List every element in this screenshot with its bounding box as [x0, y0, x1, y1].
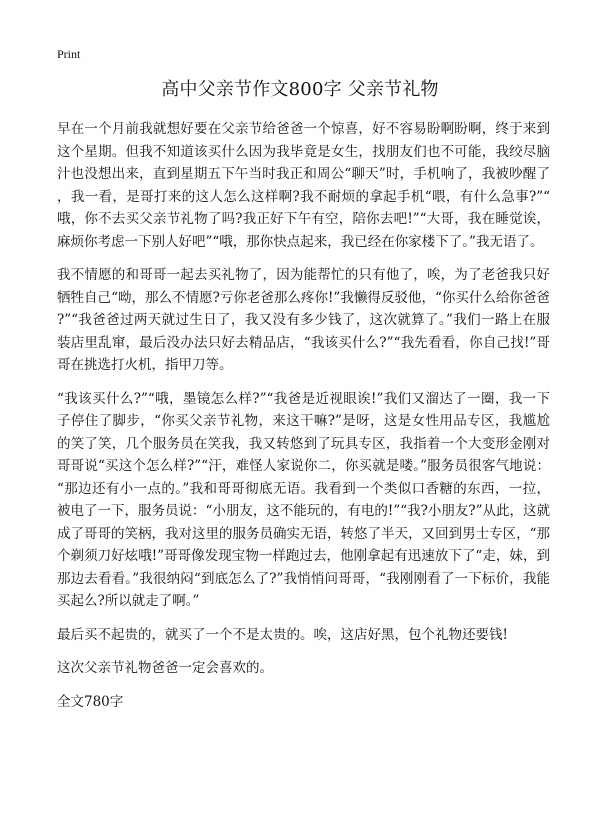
paragraph-3: “我该买什么?”“哦，墨镜怎么样?”“我爸是近视眼诶!”我们又溜达了一圈，我一下子停住了脚步，“你买父亲节礼物，来这干嘛?”是呀，这是女性用品专区，我尴尬的笑了笑，几个服务员在笑我，我又转悠到了玩具专区，我指着一个大变形金刚对哥哥说“买这个怎么样?”“汗，难怪人家说你二，你买就是喽。”服务员很客气地说：“那边还有小一点的。”我和哥哥彻底无语。我看到一个类似口香糖的东西，一拉，被电了一下，服务员说：“小朋友，这不能玩的，有电的!”“我?小朋友?”从此，这就成了哥哥的笑柄，我对这里的服务员确实无语，转悠了半天，又回到男士专区，“那个剃须刀好炫哦!”哥哥像发现宝物一样跑过去，他刚拿起有迅速放下了“走，妹，到那边去看看。”我很纳闷“到底怎么了?”我悄悄问哥哥，“我刚刚看了一下标价，我能买起么?所以就走了啊。”	[57, 390, 551, 609]
page-title: 高中父亲节作文800字 父亲节礼物	[161, 79, 439, 100]
paragraph-1: 早在一个月前我就想好要在父亲节给爸爸一个惊喜，好不容易盼啊盼啊，终于来到这个星期。但我不知道该买什么因为我毕竟是女生，找朋友们也不可能，我绞尽脑汁也没想出来，直到星期五下午当时我正和周公“聊天”时，手机响了，我被吵醒了，我一看，是哥打来的这人怎么这样啊?我不耐烦的拿起手机“喂，有什么急事?”“哦，你不去买父亲节礼物了吗?我正好下午有空，陪你去吧!”“大哥，我在睡觉诶，麻烦你考虑一下别人好吧”“哦，那你快点起来，我已经在你家楼下了。”我无语了。	[57, 121, 550, 250]
print-label: Print	[57, 47, 81, 61]
word-count: 全文780字	[57, 693, 124, 710]
article-body	[57, 118, 550, 724]
paragraph-4: 最后买不起贵的，就买了一个不是太贵的。唉，这店好黑，包个礼物还要钱!	[57, 626, 508, 643]
paragraph-5: 这次父亲节礼物爸爸一定会喜欢的。	[57, 660, 273, 676]
paragraph-2: 我不情愿的和哥哥一起去买礼物了，因为能帮忙的只有他了，唉，为了老爸我只好牺牲自己“呦，那么不情愿?亏你老爸那么疼你!”我懒得反驳他，“你买什么给你爸爸?”“我爸爸过两天就过生日了，我又没有多少钱了，这次就算了。”我们一路上在服装店里乱窜，最后没办法只好去精品店，“我该买什么?”“我先看看，你自己找!”哥哥在挑选打火机，指甲刀等。	[57, 267, 550, 373]
